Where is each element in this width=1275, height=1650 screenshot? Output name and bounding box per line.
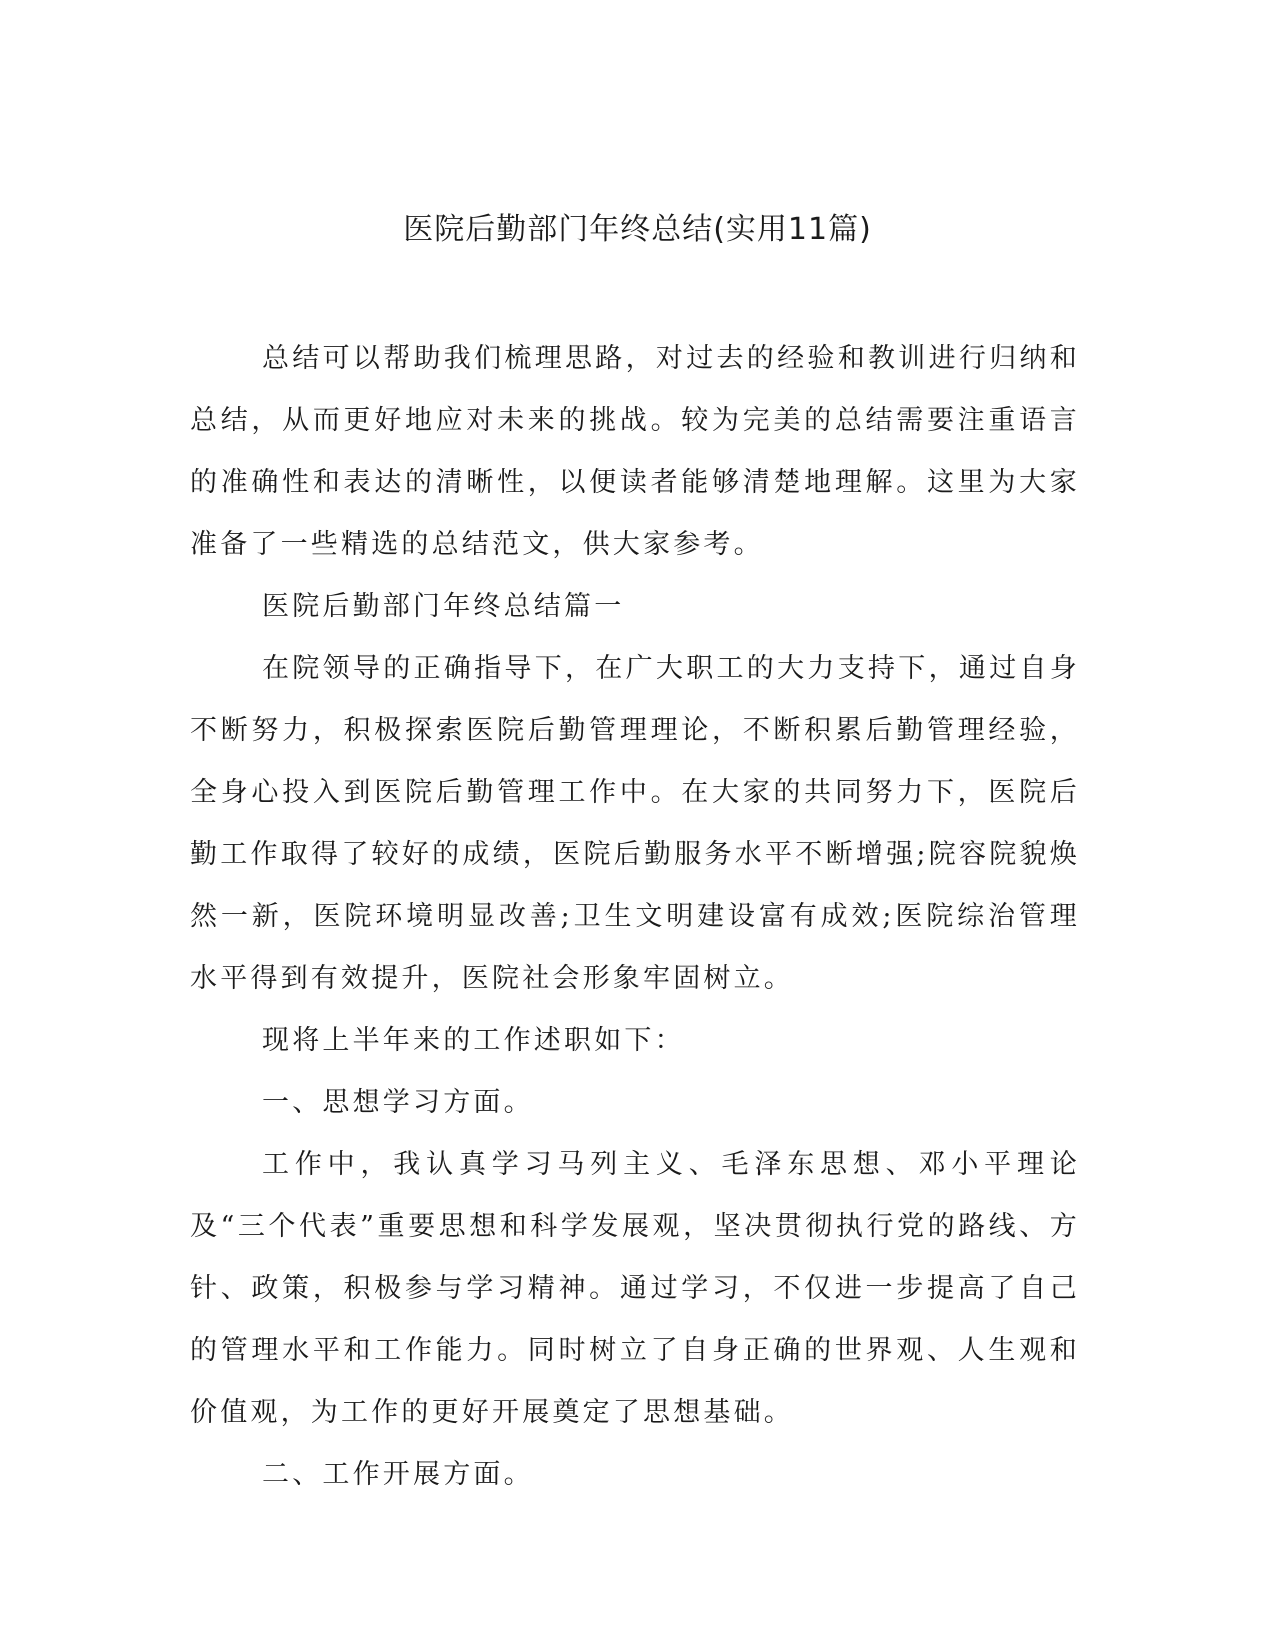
subheading-work-progress: 二、工作开展方面。: [262, 1459, 534, 1490]
document-body: [190, 328, 1080, 1506]
report-lead-in: 现将上半年来的工作述职如下：: [262, 1025, 685, 1056]
subheading-thought-study: 一、思想学习方面。: [262, 1087, 534, 1118]
intro-paragraph: 总结可以帮助我们梳理思路，对过去的经验和教训进行归纳和总结，从而更好地应对未来的挑战。较为完美的总结需要注重语言的准确性和表达的清晰性，以便读者能够清楚地理解。这里为大家准备了一些精选的总结范文，供大家参考。: [190, 343, 1080, 560]
body-paragraph: 工作中，我认真学习马列主义、毛泽东思想、邓小平理论及“三个代表”重要思想和科学发展观，坚决贯彻执行党的路线、方针、政策，积极参与学习精神。通过学习，不仅进一步提高了自己的管理水平和工作能力。同时树立了自身正确的世界观、人生观和价值观，为工作的更好开展奠定了思想基础。: [190, 1149, 1080, 1428]
document-title: 医院后勤部门年终总结(实用11篇): [403, 212, 872, 247]
section-heading-part-one: 医院后勤部门年终总结篇一: [262, 591, 625, 622]
body-paragraph: 在院领导的正确指导下，在广大职工的大力支持下，通过自身不断努力，积极探索医院后勤管理理论，不断积累后勤管理经验，全身心投入到医院后勤管理工作中。在大家的共同努力下，医院后勤工作取得了较好的成绩，医院后勤服务水平不断增强;院容院貌焕然一新，医院环境明显改善;卫生文明建设富有成效;医院综治管理水平得到有效提升，医院社会形象牢固树立。: [190, 653, 1080, 994]
